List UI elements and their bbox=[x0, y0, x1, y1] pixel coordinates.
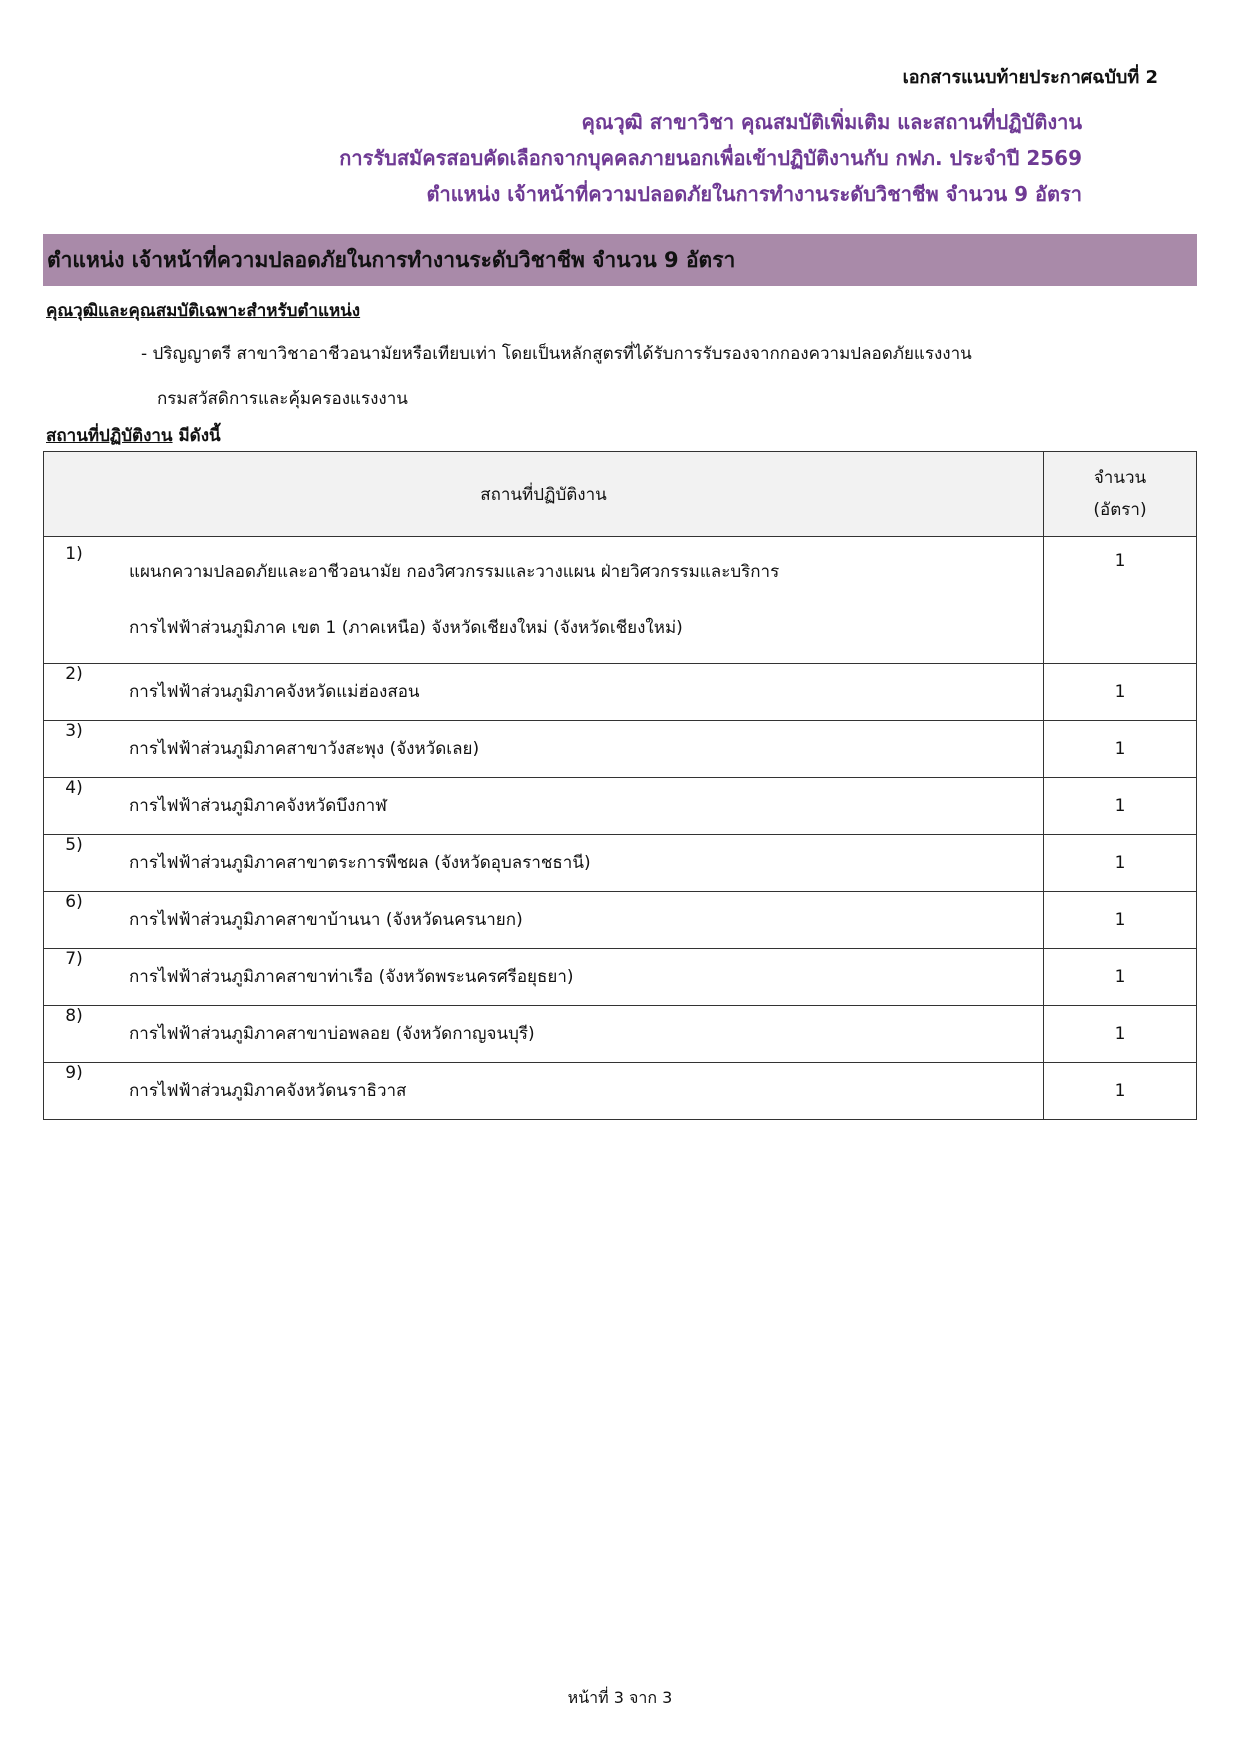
table-row bbox=[44, 778, 1197, 835]
place-cell bbox=[44, 892, 1044, 949]
place-line-1: การไฟฟ้าส่วนภูมิภาคสาขาตระการพืชผล (จังหวัดอุบลราชธานี) bbox=[129, 853, 591, 873]
document-reference: เอกสารแนบท้ายประกาศฉบับที่ 2 bbox=[902, 67, 1158, 88]
table-row bbox=[44, 949, 1197, 1006]
place-cell bbox=[44, 721, 1044, 778]
place-text bbox=[104, 1006, 535, 1062]
header-line-1: คุณวุฒิ สาขาวิชา คุณสมบัติเพิ่มเติม และสถานที่ปฏิบัติงาน bbox=[581, 110, 1082, 134]
place-line-1: การไฟฟ้าส่วนภูมิภาคสาขาวังสะพุง (จังหวัดเลย) bbox=[129, 739, 480, 759]
page-number: หน้าที่ 3 จาก 3 bbox=[567, 1688, 673, 1707]
column-header-count-line-2: (อัตรา) bbox=[1093, 500, 1147, 520]
place-line-2: การไฟฟ้าส่วนภูมิภาค เขต 1 (ภาคเหนือ) จังหวัดเชียงใหม่ (จังหวัดเชียงใหม่) bbox=[129, 618, 683, 638]
column-header-count-line-1: จำนวน bbox=[1093, 468, 1147, 488]
table-row bbox=[44, 892, 1197, 949]
place-text bbox=[104, 835, 591, 891]
place-line-1: การไฟฟ้าส่วนภูมิภาคสาขาบ่อพลอย (จังหวัดกาญจนบุรี) bbox=[129, 1024, 535, 1044]
row-number: 7) bbox=[65, 949, 83, 969]
place-cell bbox=[44, 778, 1044, 835]
count-cell: 1 bbox=[1044, 537, 1197, 664]
qualifications-heading: คุณวุฒิและคุณสมบัติเฉพาะสำหรับตำแหน่ง bbox=[46, 301, 361, 321]
place-cell bbox=[44, 1006, 1044, 1063]
place-text bbox=[104, 1063, 406, 1119]
place-text bbox=[104, 892, 523, 948]
place-line-1: การไฟฟ้าส่วนภูมิภาคจังหวัดบึงกาฬ bbox=[129, 796, 387, 816]
place-line-1: การไฟฟ้าส่วนภูมิภาคสาขาบ้านนา (จังหวัดนครนายก) bbox=[129, 910, 523, 930]
row-number: 6) bbox=[65, 892, 83, 912]
place-line-1: การไฟฟ้าส่วนภูมิภาคสาขาท่าเรือ (จังหวัดพระนครศรีอยุธยา) bbox=[129, 967, 574, 987]
place-cell bbox=[44, 664, 1044, 721]
workplaces-table bbox=[43, 451, 1197, 1120]
row-number: 5) bbox=[65, 835, 83, 855]
table-row bbox=[44, 537, 1197, 664]
row-number: 4) bbox=[65, 778, 83, 798]
count-cell: 1 bbox=[1044, 835, 1197, 892]
place-line-1: การไฟฟ้าส่วนภูมิภาคจังหวัดแม่ฮ่องสอน bbox=[129, 682, 420, 702]
count-cell: 1 bbox=[1044, 664, 1197, 721]
column-header-count bbox=[1044, 452, 1197, 537]
table-header-row bbox=[44, 452, 1197, 537]
workplaces-heading bbox=[46, 422, 221, 449]
count-cell: 1 bbox=[1044, 778, 1197, 835]
table-body bbox=[44, 537, 1197, 1120]
place-text bbox=[104, 544, 779, 656]
table-row bbox=[44, 721, 1197, 778]
count-cell: 1 bbox=[1044, 892, 1197, 949]
column-header-place: สถานที่ปฏิบัติงาน bbox=[44, 452, 1044, 537]
table-row bbox=[44, 664, 1197, 721]
place-cell bbox=[44, 949, 1044, 1006]
count-cell: 1 bbox=[1044, 1063, 1197, 1120]
header-line-2: การรับสมัครสอบคัดเลือกจากบุคคลภายนอกเพื่อเข้าปฏิบัติงานกับ กฟภ. ประจำปี 2569 bbox=[339, 146, 1082, 170]
row-number: 3) bbox=[65, 721, 83, 741]
row-number: 1) bbox=[65, 544, 83, 564]
position-banner: ตำแหน่ง เจ้าหน้าที่ความปลอดภัยในการทำงานระดับวิชาชีพ จำนวน 9 อัตรา bbox=[43, 234, 1197, 286]
table-row bbox=[44, 1006, 1197, 1063]
place-cell bbox=[44, 1063, 1044, 1120]
place-text bbox=[104, 778, 387, 834]
place-text bbox=[104, 949, 574, 1005]
place-line-1: แผนกความปลอดภัยและอาชีวอนามัย กองวิศวกรรมและวางแผน ฝ่ายวิศวกรรมและบริการ bbox=[129, 562, 780, 582]
place-text bbox=[104, 721, 479, 777]
header-line-3: ตำแหน่ง เจ้าหน้าที่ความปลอดภัยในการทำงานระดับวิชาชีพ จำนวน 9 อัตรา bbox=[426, 182, 1082, 206]
place-line-1: การไฟฟ้าส่วนภูมิภาคจังหวัดนราธิวาส bbox=[129, 1081, 407, 1101]
row-number: 2) bbox=[65, 664, 83, 684]
workplaces-heading-rest: มีดังนี้ bbox=[172, 426, 221, 446]
qualification-text-line-1: - ปริญญาตรี สาขาวิชาอาชีวอนามัยหรือเทียบเท่า โดยเป็นหลักสูตรที่ได้รับการรับรองจากกองความปลอดภัยแรงงาน bbox=[141, 344, 972, 364]
row-number: 8) bbox=[65, 1006, 83, 1026]
count-cell: 1 bbox=[1044, 949, 1197, 1006]
count-cell: 1 bbox=[1044, 1006, 1197, 1063]
place-text bbox=[104, 664, 420, 720]
count-cell: 1 bbox=[1044, 721, 1197, 778]
place-cell bbox=[44, 835, 1044, 892]
workplaces-heading-underlined: สถานที่ปฏิบัติงาน bbox=[46, 426, 173, 446]
qualification-text-line-2: กรมสวัสดิการและคุ้มครองแรงงาน bbox=[157, 389, 408, 409]
table-row bbox=[44, 835, 1197, 892]
place-cell bbox=[44, 537, 1044, 664]
document-header bbox=[339, 104, 1082, 212]
table-row bbox=[44, 1063, 1197, 1120]
row-number: 9) bbox=[65, 1063, 83, 1083]
